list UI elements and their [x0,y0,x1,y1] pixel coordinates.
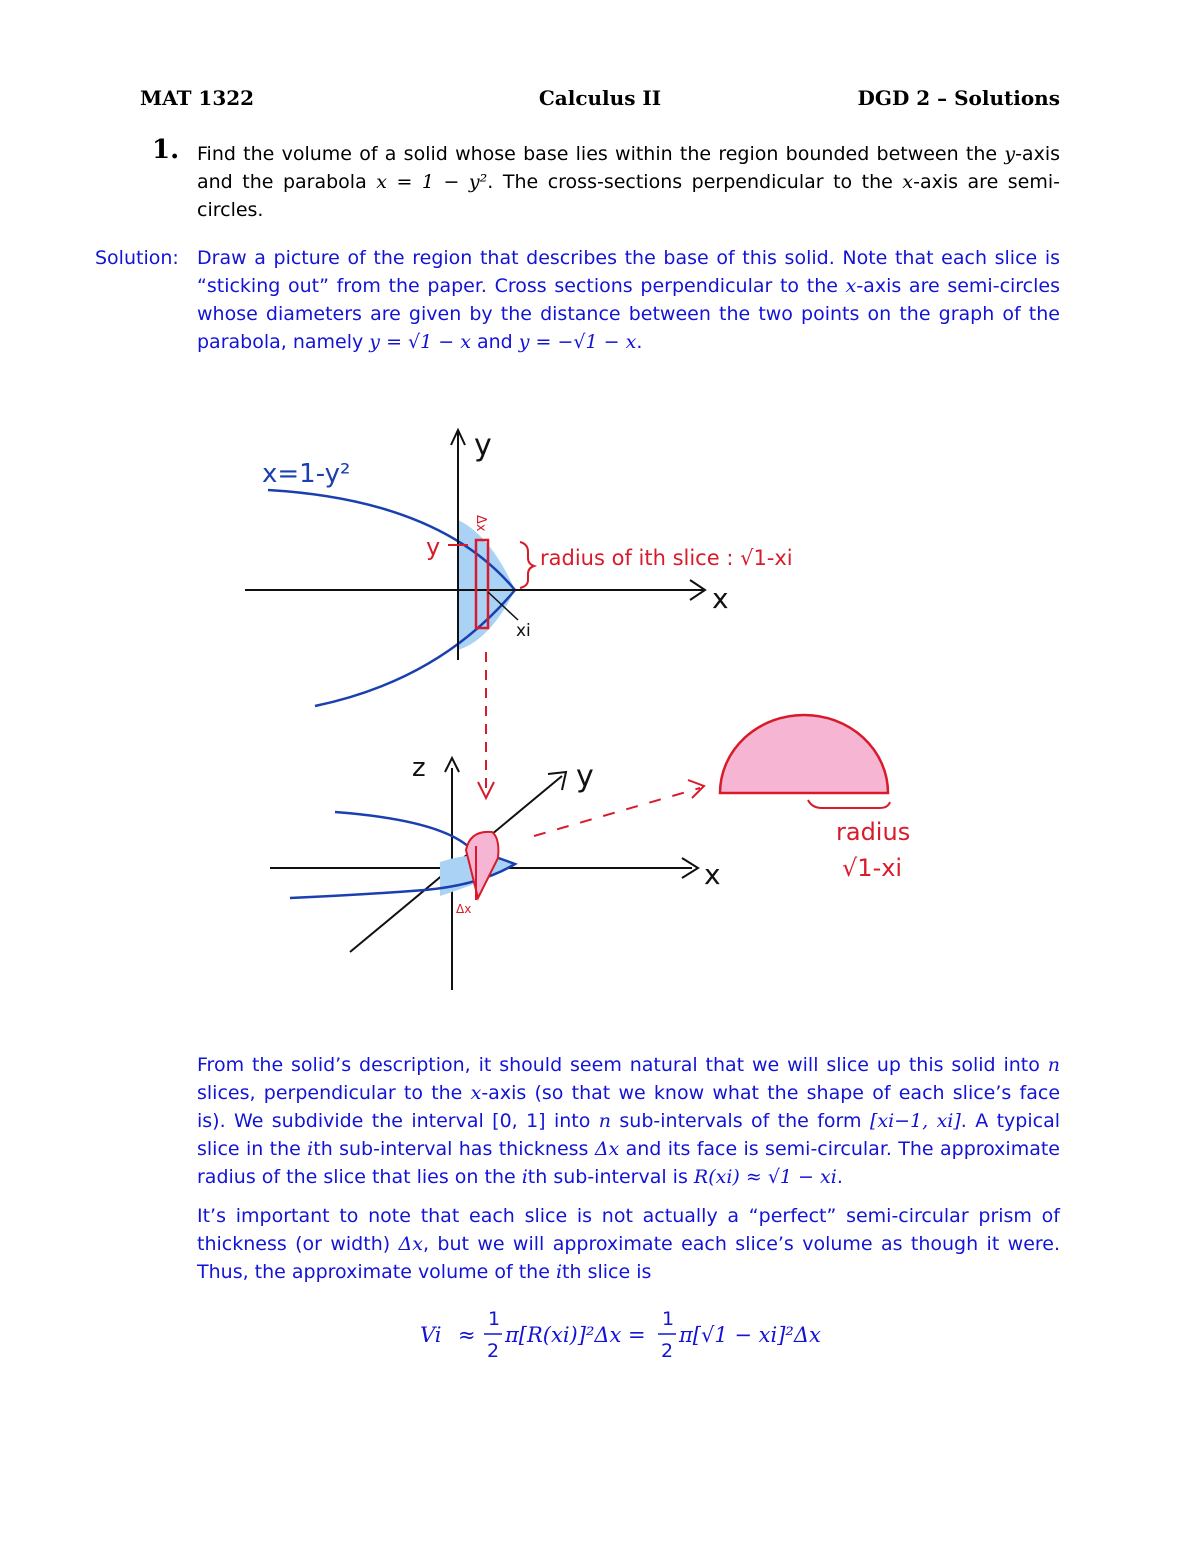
radius-underbrace [808,800,890,808]
problem-statement [140,135,1060,224]
axis-label-y3: y [576,759,594,794]
radius-equation: R(xi) ≈ √1 − xi [693,1166,837,1188]
math-var: Δx [398,1233,423,1255]
math-var: i [521,1166,528,1188]
solution-text-part: and [470,331,519,353]
radius-word: radius [836,818,911,846]
upper-branch-equation: y = √1 − x [369,331,471,353]
axis-label-z: z [412,753,426,783]
math-var: x [845,275,857,297]
problem-number: 1. [152,135,180,165]
solution-intro [95,244,1060,356]
axis-label-y: y [474,428,492,463]
problem-text-part: -axis and the parabola [197,143,1060,193]
eq-middle: π[R(xi)]²Δx = [505,1323,646,1347]
xi-label: xi [516,621,531,641]
math-var: y [1004,143,1016,165]
problem-text-part: . The cross-sections perpendicular to the [487,171,903,193]
document-title: DGD 2 – Solutions [857,86,1060,110]
axis-label-x: x [712,582,729,615]
text-part: slices, perpendicular to the [197,1082,471,1104]
math-var: i [307,1138,314,1160]
text-part: th slice is [562,1261,652,1283]
enlarged-semicircle [720,715,888,793]
text-part: . [836,1166,843,1188]
math-var: Δx [594,1138,620,1160]
page-header [140,86,1060,116]
math-var: x [902,171,914,193]
math-var: n [598,1110,612,1132]
frac1-numerator: 1 [488,1308,501,1330]
solution-text [197,244,1060,356]
radius-brace [520,542,534,588]
frac2-denominator: 2 [661,1340,674,1362]
problem-text-part: Find the volume of a solid whose base lies within the region bounded between the [197,143,1005,165]
slicing-explanation [197,1051,1060,1191]
sub-interval: [xi−1, xi] [869,1110,961,1132]
solution-label: Solution: [95,247,179,269]
eq-lhs: Vi [420,1323,442,1347]
solution-text-part: Draw a picture of the region that describes the base of this solid. Note that each slice is “sticking out” from the paper. Cross sections perpendicular to the [197,247,1060,297]
problem-text-part: -axis are semi-circles. [197,171,1060,221]
approximation-explanation [197,1202,1060,1286]
delta-x-bottom: Δx [456,902,472,916]
semicircle-slice-3d [466,832,498,898]
curve-label: x=1-y² [262,459,351,489]
math-var: x [470,1082,482,1104]
text-part: and its face is semi-circular. The approximate radius of the slice that lies on the [197,1138,1060,1188]
parabola-equation: x = 1 − y² [376,171,488,193]
text-part: sub-intervals of the form [611,1110,870,1132]
y-tick-label: y [426,533,441,561]
solution-text-part: . [636,331,643,353]
text-part: , but we will approximate each slice’s volume as though it were. Thus, the approximate volume of the [197,1233,1061,1283]
text-part: into [545,1110,599,1132]
solution-text-part: -axis are semi-circles whose diameters are given by the distance between the two points on the graph of the parabola, namely [197,275,1060,353]
text-part: It’s important to note that each slice is not actually a “perfect” semi-circular prism of thickness (or width) [197,1205,1060,1255]
radius-expression: √1-xi [842,854,903,882]
volume-equation [300,1302,900,1372]
math-var: n [1047,1054,1060,1076]
course-subject: Calculus II [538,86,662,110]
frac1-denominator: 2 [487,1340,500,1362]
problem-text [197,140,1060,224]
radius-annotation: radius of ith slice : √1-xi [540,546,793,570]
eq-approx: ≈ [458,1323,476,1347]
text-part: -axis (so that we know what the shape of each slice’s face is). We subdivide the interval [197,1082,1061,1132]
delta-x-top: Δx [473,515,488,532]
course-code: MAT 1322 [140,86,255,110]
text-part: From the solid’s description, it should seem natural that we will slice up this solid into [197,1054,1048,1076]
eq-rhs: π[√1 − xi]²Δx [679,1323,821,1347]
axis-label-x3: x [704,858,721,891]
lower-branch-equation: y = −√1 − x [518,331,637,353]
math-var: i [555,1261,563,1283]
text-part: th sub-interval is [527,1166,694,1188]
solid-diagram [230,410,950,1020]
text-part: . A typical slice in the [197,1110,1060,1160]
frac2-numerator: 1 [662,1308,675,1330]
dashed-connector-right [534,788,700,836]
interval: [0, 1] [492,1110,546,1132]
text-part: th sub-interval has thickness [313,1138,595,1160]
